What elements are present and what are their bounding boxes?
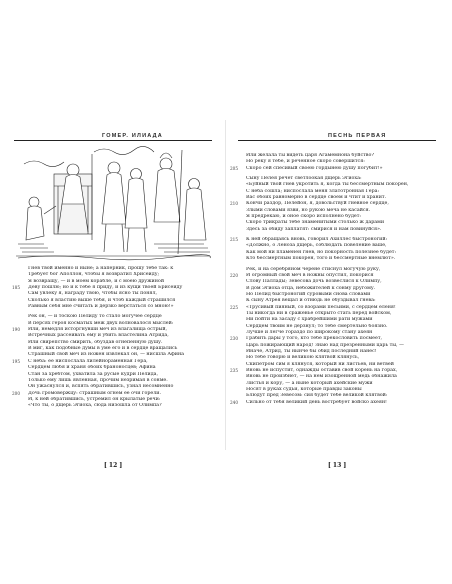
right-running-head: ПЕСНЬ ПЕРВАЯ: [328, 133, 387, 139]
verse-text: Равным себя мне считать и дерзко верстаться со мною!»: [28, 304, 174, 310]
verse-text: Грабить дары у того, кто тебе прекословить посмеет,: [246, 336, 383, 342]
verse-text: Сколько я властию выше тебя, и чтоб каждый страшился: [28, 297, 176, 303]
verse-text: Стан за хребтом, ухватила за русые кудри Пелида,: [28, 371, 159, 377]
left-running-head: ГОМЕР. ИЛИАДА: [102, 133, 163, 139]
verse-text: К сыну Атрея вещал и отнюдь не обуздывал гнева:: [246, 298, 376, 304]
engraving-illustration: [14, 144, 212, 262]
verse-text: Деву пошлю; но и к тебе я приду, и из кущи твоей Брисеиду: [28, 285, 183, 291]
verse-text: Я возвращу, — и в моем корабле, и с моею дружиной: [28, 278, 165, 284]
right-verse-block: [230, 153, 446, 406]
verse-text: Сердцем твоим не дерзнул; то тебе смертельно боязно.: [246, 323, 388, 329]
verse-text: Злыми словами язви, но рукою меча не касайся.: [246, 207, 371, 213]
verse-text: Сильно от тебя великий день востребует войско ахеян!: [246, 399, 387, 405]
left-header-rule: [14, 140, 212, 141]
line-number: 220: [230, 272, 238, 278]
line-number: 185: [12, 285, 20, 291]
verse-text: Скоро трикраты тебе знаменитыми столько ж дарами: [246, 220, 385, 226]
verse-text: Встречных рассеивать ему и убить властелина Атрида,: [28, 333, 169, 339]
right-page-number: [ 13 ]: [328, 462, 347, 469]
verse-text: В миг, как подобные думы в уме его и в сердце вращались: [28, 346, 178, 352]
verse-text: Но тебе говорю и великою клятвой клянусь,: [246, 355, 360, 361]
verse-text: Гнев твой именно и ныне; а наперник, прошу тебе так: к: [28, 266, 174, 271]
line-number: 200: [12, 390, 20, 396]
verse-text: Но Пелид быстроногий суровыми снова словами: [246, 291, 371, 297]
verse-text: Сам увлеку я, награду твою, чтобы ясно ты понял,: [28, 291, 158, 297]
verse-text: Я предрекаю, и оное скоро исполнено будет:: [246, 214, 362, 220]
verse-text: Дочь громовержцу: страшным огнем ее очи горели.: [28, 390, 162, 396]
verse-text: И, к ней обратившись, устремил он крылатые речи:: [28, 396, 161, 402]
verse-text: Кончи раздор, Пелейон, я, довольствуй гневное сердце,: [246, 201, 389, 207]
verse-text: Сердцем любя и храня обоих браноносцев; Афина: [28, 365, 156, 371]
line-number: 230: [230, 336, 238, 342]
verse-text: Но реку я тебе, и реченное скоро совершится:: [246, 159, 365, 165]
line-number: 190: [12, 327, 20, 333]
verse-text: Носят в руках судьи, которые правды законы: [246, 387, 362, 393]
verse-text: С неба: ее ниспослала лилейнораменная Гера,: [28, 358, 148, 364]
verse-text: Рек, и на серебряном черене стиснул могучую руку,: [246, 266, 381, 272]
verse-text: «Должно, о Леноза дщерь, соблюдать повеление ваше,: [246, 243, 387, 249]
verse-text: Лучше и легче гораздо по широкому стану ахеян: [246, 329, 373, 335]
verse-text: Сыну Пелея речет светлоокая дщерь Эгиоха:: [246, 176, 362, 182]
verse-text: Или желала ты видеть царя Агамемнона буйство?: [246, 153, 374, 158]
verse-text: Он ужаснулся и, вспять обратившись, узнал несомненно: [28, 384, 174, 390]
line-number: 195: [12, 358, 20, 364]
line-number: 235: [230, 368, 238, 373]
verse-text: С неба сошла; ниспослала меня златотронная Гера:: [246, 188, 380, 194]
verse-text: Скоро сей спесивый своею гордынею душу погубит!»: [246, 165, 383, 171]
verse-text: Ты никогда ни в сраженье открыто стать перед войском,: [246, 310, 392, 316]
verse-text: Вновь не произбнет, — на нем изощренной медь обнажила: [246, 374, 397, 380]
verse-text: «Буйный твой гнев укротить я, когда ты бессмертным покорен,: [246, 182, 409, 188]
verse-text: Здесь за обиду заплатят: смирися и нам повинуйся».: [246, 226, 382, 232]
verse-text: Вас обоих равномерно в сердце своем и чтит и хранит.: [246, 195, 387, 201]
verse-text: Рек он, — и тоскою Пелиду то стало могучее сердце: [28, 314, 162, 320]
verse-text: Вновь не испустит, однажды оставив свой корень на горах,: [246, 368, 398, 373]
verse-text: Требует бог Аполлон, чтобы я возвратил Хрисеиду;: [28, 272, 160, 278]
verse-text: Как мой ни пламенен гнев, но покорность полезнее будет:: [246, 249, 397, 255]
right-page: [226, 0, 452, 584]
right-header-rule: [238, 140, 436, 141]
verse-text: Скипетром сим я клянуся, который ни листьев, ни ветвей: [246, 361, 394, 367]
verse-text: Только ему лишь явленная, прочим незримая в сонме.: [28, 377, 168, 383]
verse-text: Или, немедля исторгнувши меч из влагалища острый,: [28, 327, 168, 333]
verse-text: Слову Паллады; Зевесова дочь возвеслися к Олимпу,: [246, 279, 382, 285]
verse-text: Царь пожирающий народ! Знаю над презренными царь ты, —: [246, 342, 404, 348]
verse-text: Иначе, Атрид, ты нынче бы обид последний нанес!: [246, 348, 377, 354]
verse-text: «Трусивый пияный, со взорами песьими, с сердцем еленя!: [246, 304, 396, 310]
verse-text: К ней обращаясь вновь, говорил Ахиллес быстроногий:: [246, 237, 388, 243]
verse-text: В персях героя косматых меж двух волновалося мыслей:: [28, 320, 174, 326]
verse-text: И огромный свой меч в ножны опустил, покорися: [246, 272, 374, 278]
verse-text: Или свирепство смирить, обуздав огнепенную душу.: [28, 339, 163, 345]
verse-text: В дом Эгиоха отца, небожителей к сонму другому.: [246, 285, 376, 291]
verse-text: «Что ты, о дщерь Эгиоха, сюда низошла от Олимпа?: [28, 403, 162, 409]
left-verse-block: [12, 266, 218, 410]
verse-text: Кто бессмертным покорен, того и бессмертные внемлют».: [246, 256, 396, 262]
verse-text: Блюдут пред Зевесом: сия будет тебе великой клятвой:: [246, 393, 388, 399]
line-number: 240: [230, 399, 238, 405]
verse-text: Страшный свой меч из ножен извлекал он, — нисшла Афина: [28, 352, 185, 358]
verse-line: [12, 403, 218, 409]
line-number: 205: [230, 165, 238, 171]
verse-line: [230, 400, 446, 406]
line-number: 210: [230, 201, 238, 207]
verse-text: Листья и кору, — а ныне который ахейские мужи: [246, 380, 373, 386]
verse-text: Ни пойти на засаду с храбрейшими рати мужами: [246, 317, 373, 323]
line-number: 225: [230, 304, 238, 310]
left-page-number: [ 12 ]: [104, 462, 123, 469]
line-number: 215: [230, 237, 238, 243]
